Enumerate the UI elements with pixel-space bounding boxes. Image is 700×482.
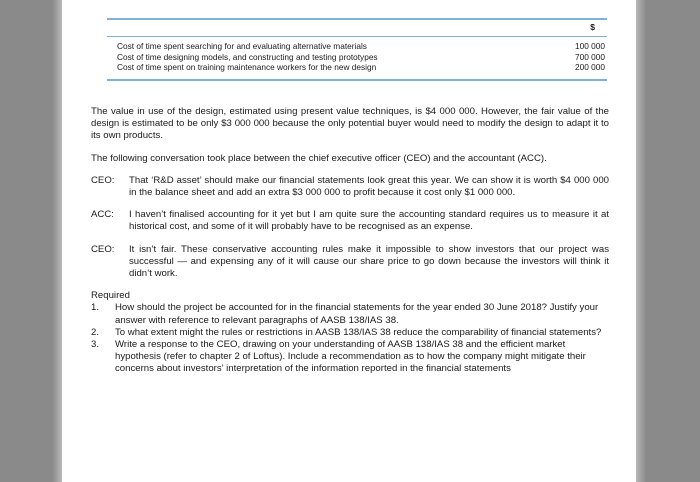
cost-rows bbox=[107, 37, 607, 73]
table-bottom-rule bbox=[107, 79, 607, 81]
cost-amount: 700 000 bbox=[575, 51, 605, 62]
document-page bbox=[62, 0, 636, 482]
list-item bbox=[91, 327, 609, 339]
table-row bbox=[107, 41, 607, 52]
dialogue-line bbox=[91, 244, 609, 281]
table-row bbox=[107, 52, 607, 63]
required-heading: Required bbox=[91, 290, 130, 302]
item-number: 3. bbox=[91, 339, 100, 351]
currency-header: $ bbox=[590, 22, 595, 32]
table-header bbox=[107, 20, 607, 34]
speaker-label: ACC: bbox=[91, 209, 114, 221]
required-list bbox=[91, 302, 609, 375]
cost-description: Cost of time designing models, and constructing and testing prototypes bbox=[117, 51, 378, 62]
value-in-use-paragraph: The value in use of the design, estimated using present value techniques, is $4 000 000. However, the fair value of the design is estimated to be only $3 000 000 because the only potential buyer would need to modify the design to adapt it to its own products. bbox=[91, 106, 609, 142]
cost-description: Cost of time spent on training maintenance workers for the new design bbox=[117, 62, 377, 72]
item-text: How should the project be accounted for in the financial statements for the year ended 30 June 2018? Justify your answer with reference to relevant paragraphs of AASB 138/IAS 38. bbox=[115, 302, 599, 326]
document-body bbox=[91, 106, 609, 376]
dialogue-text: That ‘R&D asset’ should make our financial statements look great this year. We can show it is worth $4 000 000 in the balance sheet and add an extra $3 000 000 to profit because it cost only $1 000 000. bbox=[129, 174, 609, 199]
item-number: 1. bbox=[91, 302, 100, 314]
speaker-label: CEO: bbox=[91, 174, 115, 186]
dialogue-line bbox=[91, 209, 609, 233]
item-text: To what extent might the rules or restrictions in AASB 138/IAS 38 reduce the comparability of financial statements? bbox=[115, 326, 602, 338]
item-number: 2. bbox=[91, 326, 100, 338]
list-item bbox=[91, 339, 609, 376]
dialogue-text: I haven’t finalised accounting for it yet but I am quite sure the accounting standard requires us to measure it at historical cost, and some of it will probably have to be recognised as an expense. bbox=[129, 209, 609, 233]
dialogue-line bbox=[91, 175, 609, 199]
cost-amount: 200 000 bbox=[575, 62, 605, 72]
cost-description: Cost of time spent searching for and evaluating alternative materials bbox=[117, 41, 367, 51]
page-shadow-left bbox=[52, 0, 62, 482]
page-shadow-right bbox=[636, 0, 646, 482]
conversation-intro-paragraph: The following conversation took place between the chief executive officer (CEO) and the accountant (ACC). bbox=[91, 152, 547, 164]
dialogue-text: It isn’t fair. These conservative accounting rules make it impossible to show investors that our project was successful — and expensing any of it will cause our share price to go down because the investors will think it didn’t work. bbox=[129, 243, 609, 280]
list-item bbox=[91, 302, 609, 326]
cost-table bbox=[107, 18, 607, 81]
table-row bbox=[107, 62, 607, 73]
cost-amount: 100 000 bbox=[575, 41, 605, 51]
speaker-label: CEO: bbox=[91, 243, 115, 255]
item-text: Write a response to the CEO, drawing on your understanding of AASB 138/IAS 38 and the efficient market hypothesis (refer to chapter 2 of Loftus). Include a recommendation as to how the company might mitigate their concerns about investors’ interpretation of the information reported in the financial statements bbox=[115, 339, 586, 375]
